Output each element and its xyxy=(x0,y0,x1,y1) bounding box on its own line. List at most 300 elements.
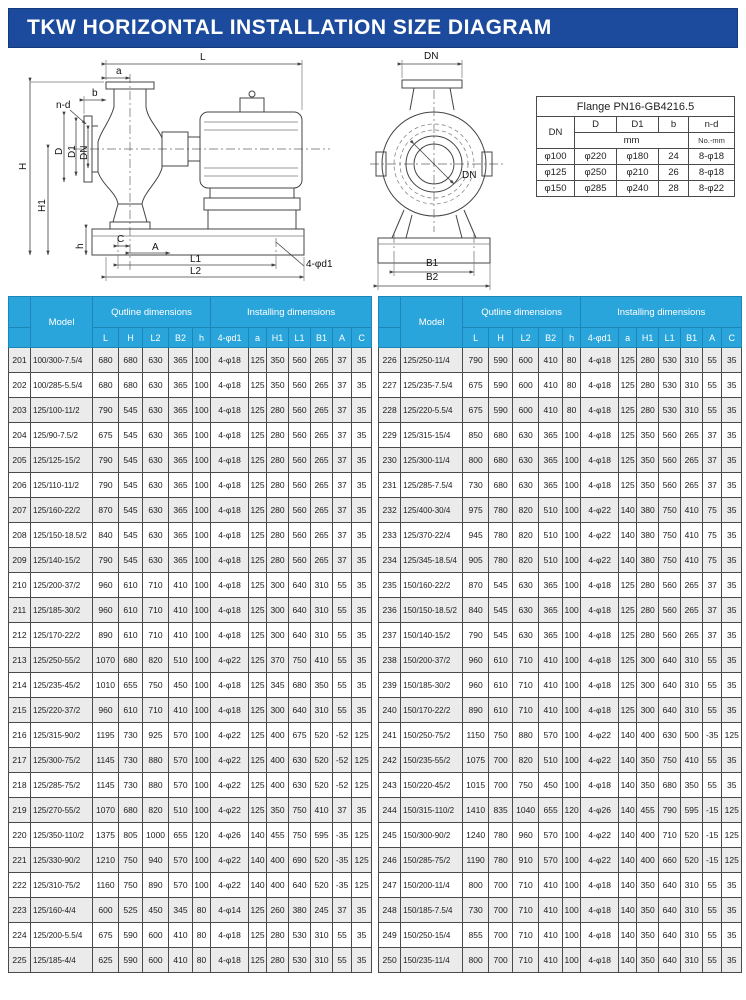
value-cell: 35 xyxy=(722,648,742,673)
value-cell: 4-φ18 xyxy=(211,348,249,373)
value-cell: 75 xyxy=(703,498,722,523)
value-cell: 310 xyxy=(681,923,703,948)
value-cell: 35 xyxy=(722,423,742,448)
value-cell: 4-φ22 xyxy=(581,848,619,873)
model-header: Model xyxy=(31,297,93,348)
value-cell: 125 xyxy=(249,723,267,748)
value-cell: 975 xyxy=(463,498,489,523)
row-number-cell: 213 xyxy=(9,648,31,673)
value-cell: 750 xyxy=(119,848,143,873)
value-cell: 35 xyxy=(352,598,372,623)
value-cell: 310 xyxy=(311,923,333,948)
value-cell: 365 xyxy=(539,423,563,448)
value-cell: 450 xyxy=(169,673,193,698)
model-cell: 100/300-7.5/4 xyxy=(31,348,93,373)
value-cell: 35 xyxy=(352,623,372,648)
value-cell: 100 xyxy=(193,598,211,623)
flange-table-caption: Flange PN16-GB4216.5 xyxy=(537,97,735,117)
dim-label-DN: DN xyxy=(462,170,477,181)
value-cell: 560 xyxy=(289,473,311,498)
value-cell: 1410 xyxy=(463,798,489,823)
value-cell: 280 xyxy=(637,373,659,398)
value-cell: 730 xyxy=(119,723,143,748)
value-cell: 55 xyxy=(703,348,722,373)
pump-side-view-art xyxy=(18,52,350,294)
row-number-cell: 235 xyxy=(379,573,401,598)
value-cell: 590 xyxy=(489,348,513,373)
value-cell: 350 xyxy=(637,448,659,473)
value-cell: 500 xyxy=(681,723,703,748)
value-cell: 4-φ18 xyxy=(211,473,249,498)
value-cell: 55 xyxy=(333,673,352,698)
value-cell: 560 xyxy=(289,498,311,523)
model-cell: 150/160-22/2 xyxy=(401,573,463,598)
value-cell: 675 xyxy=(93,423,119,448)
value-cell: 600 xyxy=(513,373,539,398)
value-cell: 880 xyxy=(513,723,539,748)
value-cell: 140 xyxy=(619,848,637,873)
value-cell: 960 xyxy=(93,573,119,598)
value-cell: 960 xyxy=(463,648,489,673)
value-cell: 630 xyxy=(143,373,169,398)
value-cell: 710 xyxy=(513,673,539,698)
value-cell: 35 xyxy=(352,673,372,698)
row-number-cell: 207 xyxy=(9,498,31,523)
value-cell: 410 xyxy=(169,598,193,623)
value-cell: 35 xyxy=(352,523,372,548)
table-row xyxy=(9,748,372,773)
row-number-cell: 205 xyxy=(9,448,31,473)
value-cell: 265 xyxy=(311,523,333,548)
value-cell: -35 xyxy=(333,873,352,898)
value-cell: 570 xyxy=(539,848,563,873)
installing-dimensions-header: Installing dimensions xyxy=(211,297,372,328)
table-row xyxy=(379,423,742,448)
value-cell: 4-φ18 xyxy=(581,898,619,923)
value-cell: 55 xyxy=(703,373,722,398)
value-cell: 125 xyxy=(722,823,742,848)
table-row xyxy=(9,673,372,698)
value-cell: 140 xyxy=(619,923,637,948)
row-number-cell: 209 xyxy=(9,548,31,573)
value-cell: 37 xyxy=(333,373,352,398)
value-cell: 595 xyxy=(311,823,333,848)
value-cell: 55 xyxy=(703,398,722,423)
table-row xyxy=(379,848,742,873)
table-row xyxy=(379,623,742,648)
value-cell: 675 xyxy=(463,398,489,423)
value-cell: 300 xyxy=(637,673,659,698)
value-cell: 140 xyxy=(619,898,637,923)
value-cell: 400 xyxy=(637,723,659,748)
row-number-cell: 245 xyxy=(379,823,401,848)
table-row xyxy=(379,873,742,898)
value-cell: 4-φ18 xyxy=(581,648,619,673)
value-cell: 710 xyxy=(513,873,539,898)
value-cell: 125 xyxy=(249,623,267,648)
value-cell: 125 xyxy=(619,648,637,673)
value-cell: 4-φ26 xyxy=(581,798,619,823)
value-cell: 850 xyxy=(463,423,489,448)
value-cell: 365 xyxy=(539,448,563,473)
value-cell: 35 xyxy=(722,673,742,698)
value-cell: 640 xyxy=(289,698,311,723)
value-cell: 730 xyxy=(463,473,489,498)
value-cell: 750 xyxy=(659,498,681,523)
value-cell: 125 xyxy=(249,898,267,923)
value-cell: 1160 xyxy=(93,873,119,898)
value-cell: 400 xyxy=(637,823,659,848)
value-cell: 560 xyxy=(659,573,681,598)
value-cell: 35 xyxy=(352,573,372,598)
value-cell: 4-φ22 xyxy=(581,748,619,773)
value-cell: 400 xyxy=(267,773,289,798)
col-B1: B1 xyxy=(681,328,703,348)
value-cell: 870 xyxy=(93,498,119,523)
value-cell: 37 xyxy=(333,448,352,473)
value-cell: 655 xyxy=(539,798,563,823)
value-cell: 630 xyxy=(659,723,681,748)
value-cell: 55 xyxy=(333,598,352,623)
model-cell: 150/300-90/2 xyxy=(401,823,463,848)
value-cell: 380 xyxy=(289,898,311,923)
value-cell: 960 xyxy=(513,823,539,848)
value-cell: 75 xyxy=(703,548,722,573)
pump-side-view-drawing xyxy=(18,52,350,294)
value-cell: 35 xyxy=(722,923,742,948)
value-cell: 310 xyxy=(681,673,703,698)
value-cell: 560 xyxy=(289,548,311,573)
value-cell: 640 xyxy=(289,573,311,598)
value-cell: 55 xyxy=(333,698,352,723)
value-cell: 750 xyxy=(119,873,143,898)
table-body-right xyxy=(379,348,742,973)
table-row xyxy=(9,498,372,523)
value-cell: 4-φ18 xyxy=(581,573,619,598)
value-cell: 820 xyxy=(513,498,539,523)
value-cell: 280 xyxy=(637,573,659,598)
row-number-cell: 246 xyxy=(379,848,401,873)
value-cell: 640 xyxy=(659,923,681,948)
dim-label-L: L xyxy=(200,52,206,63)
value-cell: 800 xyxy=(463,448,489,473)
value-cell: 100 xyxy=(193,573,211,598)
value-cell: 940 xyxy=(143,848,169,873)
row-number-cell: 237 xyxy=(379,623,401,648)
value-cell: 1010 xyxy=(93,673,119,698)
value-cell: 120 xyxy=(563,798,581,823)
value-cell: 55 xyxy=(333,648,352,673)
value-cell: 520 xyxy=(311,873,333,898)
value-cell: 640 xyxy=(659,873,681,898)
flange-col-dn: DN xyxy=(537,117,575,149)
dim-label-4-φd1: 4-φd1 xyxy=(306,259,333,270)
value-cell: 640 xyxy=(659,948,681,973)
value-cell: 520 xyxy=(311,773,333,798)
value-cell: 125 xyxy=(619,448,637,473)
value-cell: 590 xyxy=(119,923,143,948)
value-cell: 125 xyxy=(249,573,267,598)
value-cell: 750 xyxy=(289,798,311,823)
value-cell: 265 xyxy=(681,473,703,498)
value-cell: 310 xyxy=(681,398,703,423)
model-cell: 150/170-22/2 xyxy=(401,698,463,723)
value-cell: 840 xyxy=(463,598,489,623)
value-cell: 4-φ18 xyxy=(211,948,249,973)
row-number-cell: 228 xyxy=(379,398,401,423)
value-cell: 700 xyxy=(489,748,513,773)
value-cell: 125 xyxy=(249,373,267,398)
value-cell: 125 xyxy=(249,648,267,673)
value-cell: 4-φ22 xyxy=(581,823,619,848)
value-cell: 780 xyxy=(489,823,513,848)
value-cell: 630 xyxy=(289,773,311,798)
value-cell: 35 xyxy=(722,623,742,648)
row-number-cell: 247 xyxy=(379,873,401,898)
value-cell: 630 xyxy=(289,748,311,773)
value-cell: 410 xyxy=(539,898,563,923)
value-cell: 710 xyxy=(513,898,539,923)
model-cell: 125/220-37/2 xyxy=(31,698,93,723)
value-cell: 365 xyxy=(169,448,193,473)
value-cell: 140 xyxy=(619,823,637,848)
value-cell: 410 xyxy=(681,748,703,773)
value-cell: 840 xyxy=(93,523,119,548)
row-number-cell: 224 xyxy=(9,923,31,948)
value-cell: 835 xyxy=(489,798,513,823)
table-row xyxy=(9,348,372,373)
value-cell: 4-φ22 xyxy=(581,548,619,573)
value-cell: 125 xyxy=(619,423,637,448)
value-cell: 640 xyxy=(659,648,681,673)
model-cell: 150/250-75/2 xyxy=(401,723,463,748)
col-B2: B2 xyxy=(539,328,563,348)
value-cell: 35 xyxy=(722,598,742,623)
value-cell: 140 xyxy=(619,498,637,523)
row-number-cell: 218 xyxy=(9,773,31,798)
value-cell: 680 xyxy=(659,773,681,798)
value-cell: 710 xyxy=(513,948,539,973)
table-row xyxy=(379,773,742,798)
col-A: A xyxy=(703,328,722,348)
value-cell: 790 xyxy=(659,798,681,823)
value-cell: 700 xyxy=(489,898,513,923)
table-row xyxy=(379,398,742,423)
value-cell: 100 xyxy=(193,548,211,573)
value-cell: 280 xyxy=(267,398,289,423)
model-cell: 150/285-75/2 xyxy=(401,848,463,873)
value-cell: 400 xyxy=(267,848,289,873)
value-cell: 570 xyxy=(169,773,193,798)
value-cell: 710 xyxy=(513,698,539,723)
table-row xyxy=(9,848,372,873)
value-cell: 890 xyxy=(463,698,489,723)
table-row xyxy=(9,598,372,623)
row-number-cell: 239 xyxy=(379,673,401,698)
flange-spec-table xyxy=(536,96,735,197)
flange-value-cell: 26 xyxy=(659,165,689,181)
value-cell: 140 xyxy=(619,798,637,823)
value-cell: -15 xyxy=(703,798,722,823)
value-cell: 560 xyxy=(289,448,311,473)
table-row xyxy=(9,923,372,948)
table-row xyxy=(379,573,742,598)
value-cell: 75 xyxy=(703,523,722,548)
value-cell: 855 xyxy=(463,923,489,948)
pump-front-view-drawing xyxy=(352,52,534,294)
value-cell: 265 xyxy=(311,498,333,523)
value-cell: 4-φ18 xyxy=(581,448,619,473)
value-cell: 750 xyxy=(659,748,681,773)
value-cell: 100 xyxy=(563,873,581,898)
value-cell: 410 xyxy=(169,923,193,948)
value-cell: 560 xyxy=(659,598,681,623)
table-row xyxy=(9,648,372,673)
value-cell: 545 xyxy=(489,623,513,648)
model-cell: 125/250-55/2 xyxy=(31,648,93,673)
value-cell: 80 xyxy=(563,398,581,423)
model-cell: 125/310-75/2 xyxy=(31,873,93,898)
value-cell: 4-φ22 xyxy=(211,648,249,673)
value-cell: 125 xyxy=(722,798,742,823)
value-cell: 125 xyxy=(249,398,267,423)
value-cell: 35 xyxy=(352,898,372,923)
value-cell: 265 xyxy=(311,423,333,448)
value-cell: 750 xyxy=(659,523,681,548)
table-row xyxy=(9,623,372,648)
col-L: L xyxy=(93,328,119,348)
table-row xyxy=(379,523,742,548)
value-cell: 310 xyxy=(681,648,703,673)
value-cell: 710 xyxy=(513,648,539,673)
value-cell: 600 xyxy=(143,948,169,973)
value-cell: 410 xyxy=(539,673,563,698)
col-B1: B1 xyxy=(311,328,333,348)
value-cell: 570 xyxy=(169,848,193,873)
value-cell: 55 xyxy=(703,948,722,973)
value-cell: 530 xyxy=(659,348,681,373)
value-cell: 365 xyxy=(539,573,563,598)
value-cell: 280 xyxy=(267,423,289,448)
value-cell: 455 xyxy=(267,823,289,848)
value-cell: 4-φ18 xyxy=(581,373,619,398)
page-title: TKW HORIZONTAL INSTALLATION SIZE DIAGRAM xyxy=(8,8,738,48)
value-cell: 4-φ18 xyxy=(581,348,619,373)
value-cell: 35 xyxy=(722,373,742,398)
value-cell: 560 xyxy=(659,423,681,448)
table-row xyxy=(537,181,735,197)
value-cell: 1210 xyxy=(93,848,119,873)
value-cell: 380 xyxy=(637,523,659,548)
value-cell: 790 xyxy=(463,348,489,373)
model-cell: 150/140-15/2 xyxy=(401,623,463,648)
group-header-row xyxy=(379,297,742,328)
value-cell: 125 xyxy=(249,448,267,473)
value-cell: 35 xyxy=(722,498,742,523)
value-cell: 365 xyxy=(169,523,193,548)
table-row xyxy=(9,398,372,423)
value-cell: 410 xyxy=(169,948,193,973)
row-number-cell: 250 xyxy=(379,948,401,973)
model-cell: 125/300-11/4 xyxy=(401,448,463,473)
value-cell: 4-φ22 xyxy=(211,773,249,798)
value-cell: 4-φ18 xyxy=(581,923,619,948)
outline-dimensions-header: Qutline dimensions xyxy=(463,297,581,328)
value-cell: 680 xyxy=(119,798,143,823)
value-cell: 820 xyxy=(513,523,539,548)
value-cell: 310 xyxy=(311,948,333,973)
value-cell: 545 xyxy=(119,423,143,448)
value-cell: 820 xyxy=(513,748,539,773)
col-L2: L2 xyxy=(143,328,169,348)
value-cell: 310 xyxy=(681,873,703,898)
row-number-cell: 238 xyxy=(379,648,401,673)
value-cell: 125 xyxy=(249,598,267,623)
value-cell: 55 xyxy=(703,898,722,923)
value-cell: 680 xyxy=(119,348,143,373)
row-number-cell: 227 xyxy=(379,373,401,398)
col-H: H xyxy=(489,328,513,348)
value-cell: 140 xyxy=(249,848,267,873)
row-number-cell: 210 xyxy=(9,573,31,598)
value-cell: 35 xyxy=(722,348,742,373)
value-cell: 640 xyxy=(289,598,311,623)
flange-value-cell: φ220 xyxy=(575,149,617,165)
table-row xyxy=(9,373,372,398)
table-row xyxy=(9,473,372,498)
table-row xyxy=(379,823,742,848)
value-cell: 100 xyxy=(563,423,581,448)
value-cell: 365 xyxy=(539,623,563,648)
value-cell: 4-φ18 xyxy=(581,773,619,798)
value-cell: 35 xyxy=(722,698,742,723)
col-L1: L1 xyxy=(659,328,681,348)
dim-label-L2: L2 xyxy=(190,266,202,277)
value-cell: 37 xyxy=(703,448,722,473)
value-cell: 310 xyxy=(681,948,703,973)
value-cell: 800 xyxy=(463,873,489,898)
value-cell: 750 xyxy=(289,823,311,848)
col-L1: L1 xyxy=(289,328,311,348)
value-cell: 125 xyxy=(722,723,742,748)
value-cell: 100 xyxy=(563,573,581,598)
value-cell: 925 xyxy=(143,723,169,748)
value-cell: 55 xyxy=(703,648,722,673)
value-cell: 100 xyxy=(193,448,211,473)
value-cell: 630 xyxy=(143,423,169,448)
model-cell: 150/235-11/4 xyxy=(401,948,463,973)
value-cell: 125 xyxy=(619,373,637,398)
value-cell: 35 xyxy=(722,573,742,598)
value-cell: 365 xyxy=(169,498,193,523)
dim-label-C: C xyxy=(117,234,125,245)
value-cell: 125 xyxy=(619,698,637,723)
table-row xyxy=(9,698,372,723)
value-cell: 780 xyxy=(489,523,513,548)
value-cell: 4-φ18 xyxy=(211,573,249,598)
value-cell: 310 xyxy=(681,348,703,373)
value-cell: -15 xyxy=(703,823,722,848)
value-cell: 35 xyxy=(722,448,742,473)
value-cell: 710 xyxy=(143,573,169,598)
value-cell: 125 xyxy=(352,823,372,848)
value-cell: 570 xyxy=(539,723,563,748)
col-h: h xyxy=(563,328,581,348)
value-cell: 700 xyxy=(489,773,513,798)
row-number-cell: 226 xyxy=(379,348,401,373)
value-cell: 350 xyxy=(637,423,659,448)
value-cell: 4-φ22 xyxy=(581,498,619,523)
